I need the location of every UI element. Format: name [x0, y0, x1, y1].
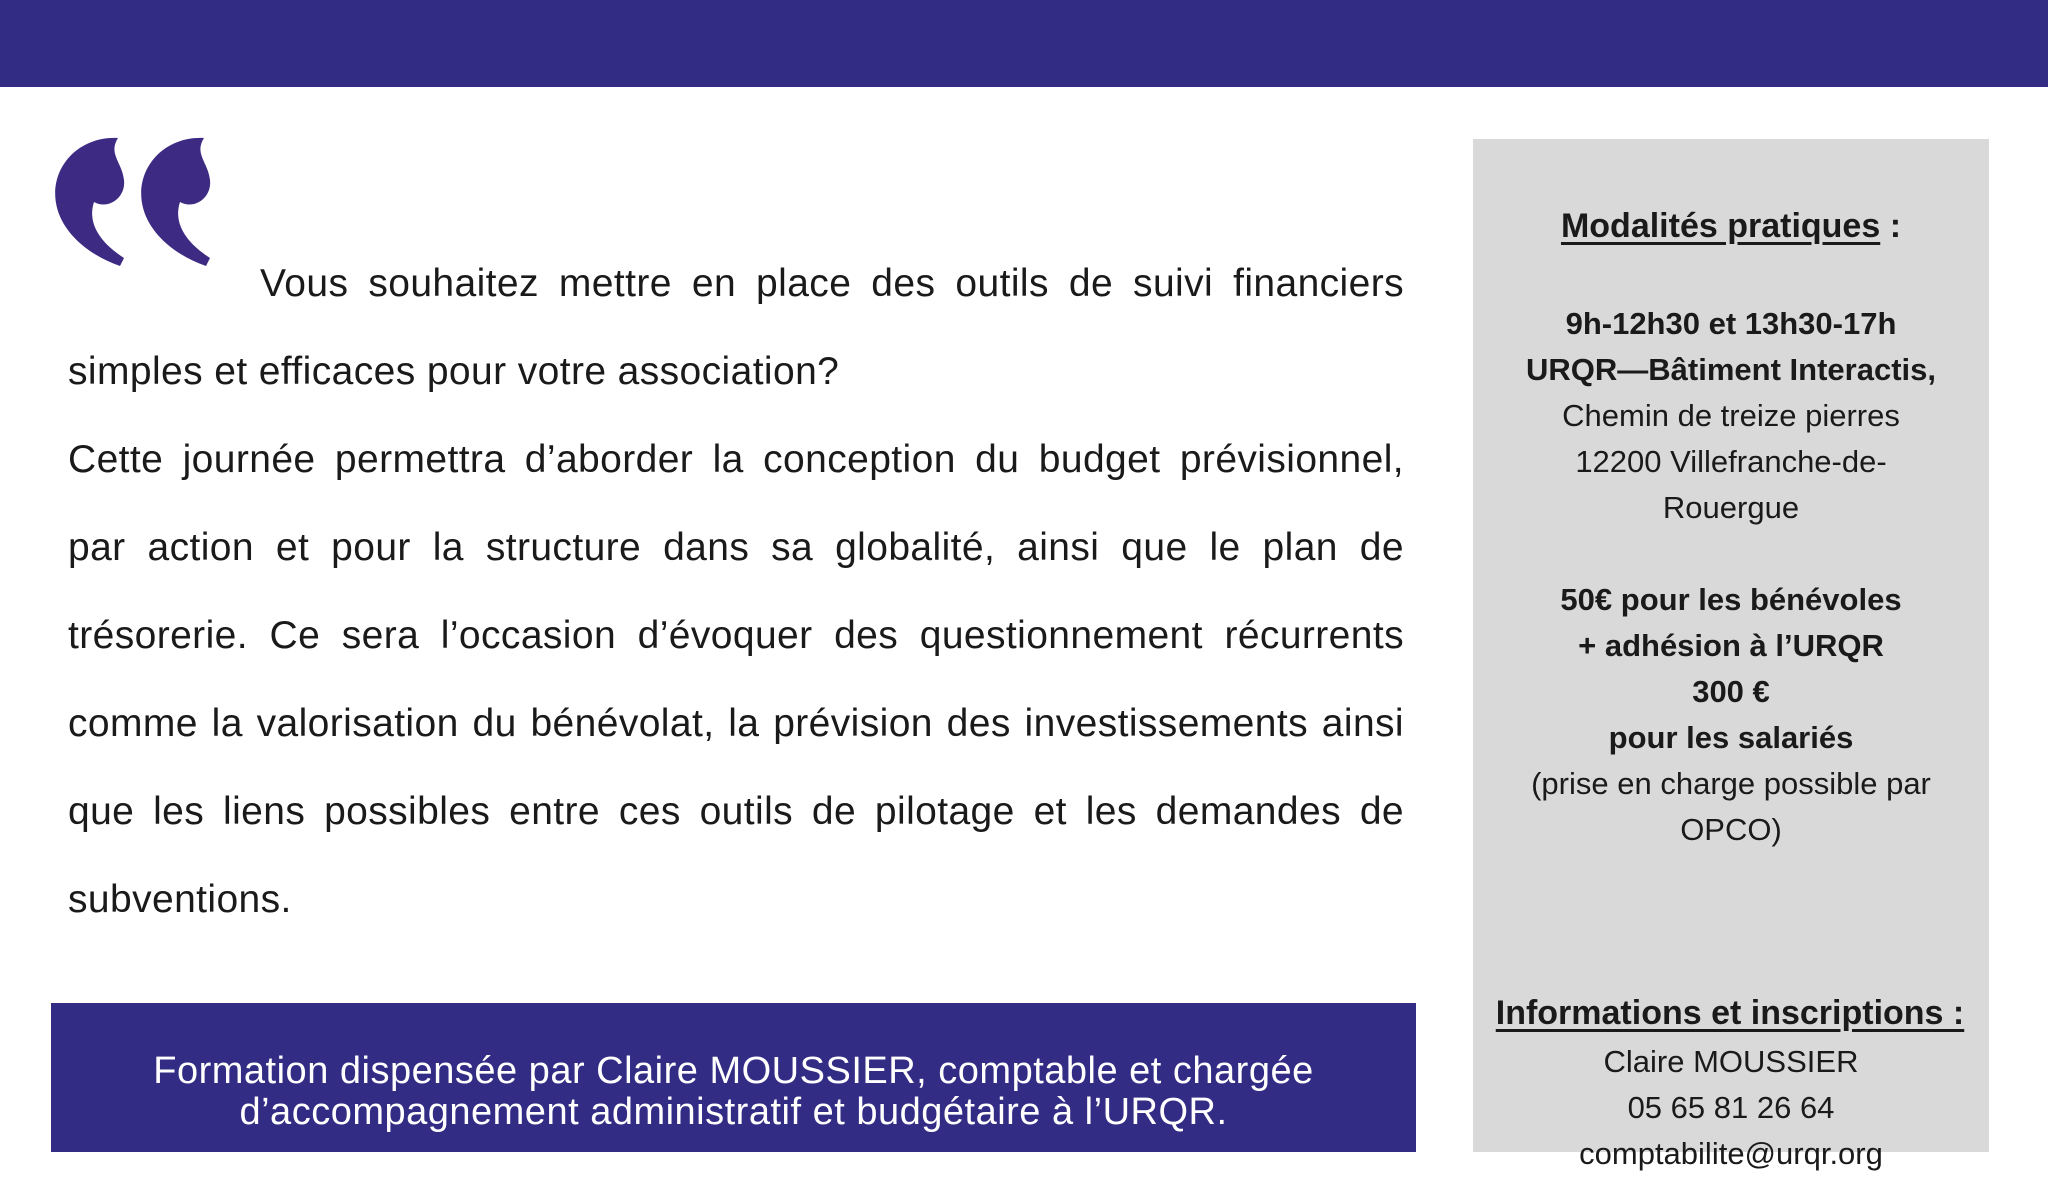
trainer-banner: [51, 1003, 1416, 1152]
practical-title: Modalités pratiques: [1560, 207, 1881, 245]
intro-text: [68, 240, 1404, 944]
funding-line-1: (prise en charge possible par: [1531, 766, 1931, 801]
contact-details: [1473, 1039, 1989, 1177]
price-employees: 300 €: [1692, 674, 1770, 709]
intro-paragraph-2: Cette journée permettra d’aborder la conception du budget prévisionnel, par action et pour la structure dans sa globalité, ainsi que le plan de trésorerie. Ce sera l’occasion d’évoquer des questionnement récurrents comme la valorisation du bénévolat, la prévision des investissements ainsi que les liens possibles entre ces outils de pilotage et les demandes de subventions.: [68, 438, 1404, 921]
hours: 9h-12h30 et 13h30-17h: [1565, 306, 1897, 341]
contact-phone: 05 65 81 26 64: [1627, 1090, 1835, 1125]
trainer-line-1: Formation dispensée par Claire MOUSSIER, comptable et chargée: [153, 1050, 1314, 1092]
practical-title-suffix: :: [1880, 207, 1902, 245]
city-line-1: 12200 Villefranche-de-: [1575, 444, 1887, 479]
venue: URQR—Bâtiment Interactis,: [1526, 352, 1936, 387]
trainer-text: [51, 1051, 1416, 1133]
employee-price: [1473, 669, 1989, 853]
for-employees: pour les salariés: [1608, 720, 1854, 755]
street: Chemin de treize pierres: [1562, 398, 1900, 433]
funding-line-2: OPCO): [1680, 812, 1782, 847]
schedule-location: [1473, 301, 1989, 531]
city-line-2: Rouergue: [1662, 490, 1800, 525]
header-bar: [0, 0, 2048, 87]
contact-name: Claire MOUSSIER: [1603, 1044, 1859, 1079]
contact-email[interactable]: comptabilite@urqr.org: [1579, 1136, 1883, 1171]
practical-title-block: [1473, 203, 1989, 250]
contact-title: Informations et inscriptions :: [1495, 994, 1965, 1032]
trainer-line-2: d’accompagnement administratif et budgétaire à l’URQR.: [239, 1091, 1228, 1133]
price-volunteers: 50€ pour les bénévoles: [1560, 582, 1902, 617]
intro-paragraph-1: Vous souhaitez mettre en place des outils de suivi financiers simples et efficaces pour votre association?: [68, 262, 1404, 393]
membership: + adhésion à l’URQR: [1578, 628, 1884, 663]
volunteer-price: [1473, 577, 1989, 669]
